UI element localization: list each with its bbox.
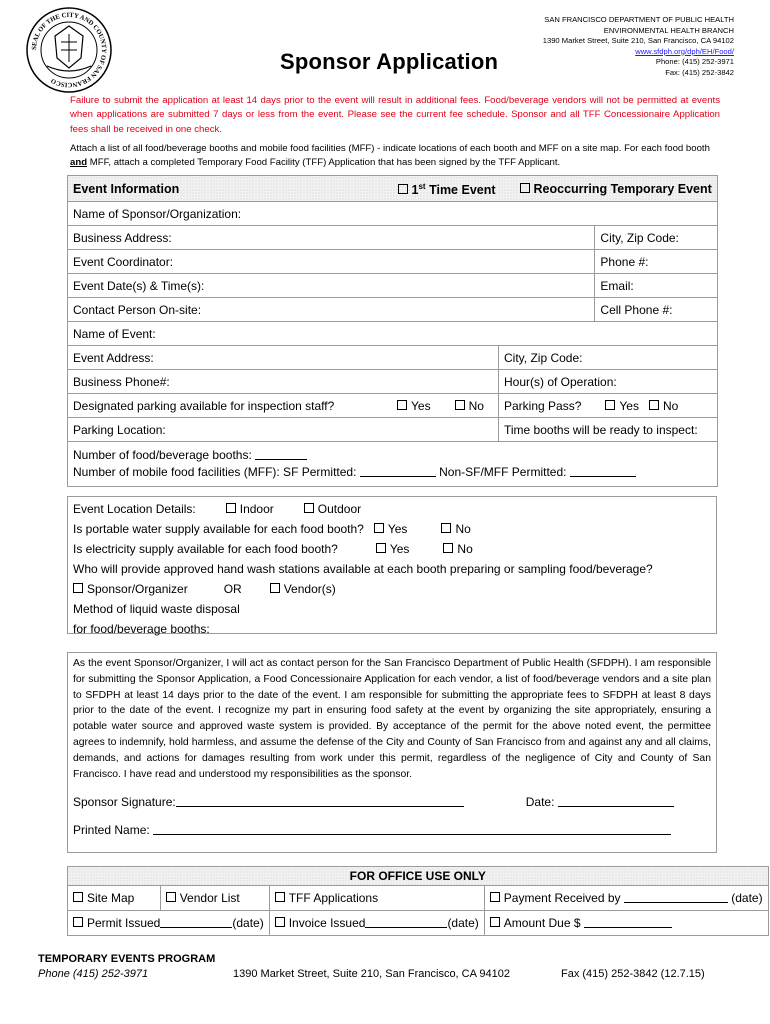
event-city-zip-field[interactable]: City, Zip Code: xyxy=(499,346,718,370)
water-supply-row: Is portable water supply available for each food booth? Yes No xyxy=(73,522,471,536)
printed-name-label: Printed Name: xyxy=(73,823,150,838)
dept-address: 1390 Market Street, Suite 210, San Francisco, CA 94102 xyxy=(542,36,734,46)
event-information-table xyxy=(67,175,718,346)
dept-fax: Fax: (415) 252-3842 xyxy=(665,67,734,77)
site-map-checkbox[interactable] xyxy=(73,892,83,902)
vendor-list-option[interactable]: Vendor List xyxy=(160,886,269,911)
dept-name: SAN FRANCISCO DEPARTMENT OF PUBLIC HEALTH xyxy=(544,15,734,24)
permit-issued-checkbox[interactable] xyxy=(73,917,83,927)
first-time-event-option[interactable]: 1st Time Event xyxy=(398,182,496,197)
pass-yes-checkbox[interactable] xyxy=(605,400,615,410)
hand-wash-provider-row xyxy=(73,579,711,599)
waste-disposal-label-1: Method of liquid waste disposal xyxy=(73,602,240,616)
vendor-list-checkbox[interactable] xyxy=(166,892,176,902)
parking-yes-checkbox[interactable] xyxy=(397,400,407,410)
printed-name-row xyxy=(73,820,711,840)
sponsor-checkbox[interactable] xyxy=(73,583,83,593)
page-title: Sponsor Application xyxy=(280,49,499,74)
water-no-checkbox[interactable] xyxy=(441,523,451,533)
water-no-option[interactable]: No xyxy=(441,522,470,536)
intro-part1: Attach a list of all food/beverage booths and mobile food facilities (MFF) - indicate locations of each booth and MFF on a site map. For each food booth xyxy=(70,143,710,154)
event-dates-field[interactable]: Event Date(s) & Time(s): xyxy=(68,274,595,298)
office-use-header: FOR OFFICE USE ONLY xyxy=(68,867,769,886)
vendor-checkbox[interactable] xyxy=(270,583,280,593)
mff-count-line: Number of mobile food facilities (MFF): SF Permitted: Non-SF/MFF Permitted: xyxy=(73,464,712,481)
branch-name: ENVIRONMENTAL HEALTH BRANCH xyxy=(603,25,734,35)
city-seal-logo xyxy=(25,6,113,94)
event-information-header xyxy=(68,176,718,202)
payment-received-option[interactable]: Payment Received by (date) xyxy=(484,886,768,911)
reoccurring-checkbox[interactable] xyxy=(520,183,530,193)
intro-part2: MFF, attach a completed Temporary Food Facility (TFF) Application that has been signed by the TFF Applicant. xyxy=(89,157,561,169)
amount-due-option[interactable]: Amount Due $ xyxy=(484,911,768,936)
site-map-option[interactable]: Site Map xyxy=(68,886,161,911)
amount-due-checkbox[interactable] xyxy=(490,917,500,927)
indoor-option[interactable]: Indoor xyxy=(226,502,274,516)
signature-line[interactable] xyxy=(176,795,464,807)
business-city-zip-field[interactable]: City, Zip Code: xyxy=(595,226,718,250)
parking-pass-label: Parking Pass? xyxy=(504,398,582,413)
tff-applications-option[interactable]: TFF Applications xyxy=(269,886,484,911)
outdoor-checkbox[interactable] xyxy=(304,503,314,513)
office-use-table xyxy=(67,866,769,936)
parking-pass-row xyxy=(499,394,718,418)
non-sf-mff-count-blank[interactable] xyxy=(570,465,636,477)
event-coordinator-field[interactable]: Event Coordinator: xyxy=(68,250,595,274)
footer-phone: Phone (415) 252-3971 xyxy=(38,968,149,980)
booth-ready-time-field[interactable]: Time booths will be ready to inspect: xyxy=(499,418,718,442)
event-address-field[interactable]: Event Address: xyxy=(68,346,499,370)
signature-row xyxy=(73,792,711,812)
signature-date-line[interactable] xyxy=(558,795,674,807)
sponsor-statement-block xyxy=(67,652,717,853)
hours-of-operation-field[interactable]: Hour(s) of Operation: xyxy=(499,370,718,394)
permit-issued-blank[interactable] xyxy=(160,916,232,928)
electricity-row: Is electricity supply available for each food booth? Yes No xyxy=(73,542,473,556)
parking-no-option[interactable]: No xyxy=(455,399,484,413)
invoice-issued-checkbox[interactable] xyxy=(275,917,285,927)
sf-mff-count-blank[interactable] xyxy=(360,465,436,477)
payment-received-checkbox[interactable] xyxy=(490,892,500,902)
late-fee-warning: Failure to submit the application at least 14 days prior to the event will result in additional fees. Food/beverage vendors will not be permitted at events when applications are submitted 7 days or less from the event. Please see the current fee schedule. Sponsor and all TFF Concessionaire Application fees shall be received in one check. xyxy=(70,95,720,135)
reoccurring-event-option[interactable]: Reoccurring Temporary Event xyxy=(520,182,712,196)
outdoor-option[interactable]: Outdoor xyxy=(304,502,361,516)
date-label: Date: xyxy=(525,795,555,810)
amount-due-blank[interactable] xyxy=(584,916,672,928)
footer-address: 1390 Market Street, Suite 210, San Francisco, CA 94102 xyxy=(233,968,510,980)
tff-applications-checkbox[interactable] xyxy=(275,892,285,902)
sponsor-responsibility-text: As the event Sponsor/Organizer, I will act as contact person for the San Francisco Department of Public Health (SFDPH). I am responsible for submitting the Sponsor Application, a Food Concessionaire Application for each vendor, a list of food/beverage vendors and a site plan to SFDPH at least 14 days prior to the date of the event. I am responsible for submitting the appropriate fees to SFDPH at least 8 days prior to the date of the event. I recognize my part in ensuring food safety at the event by organizing the site appropriately, ensuring a potable water source and approved waste system is provided. By acceptance of the permit for the above noted event, the permittee agrees to indemnify, hold harmless, and assume the defense of the City and County of San Francisco from and against any and all claims, demands, and actions for damages resulting from work under this permit, regardless of the negligence of City and County of San Francisco. I have read and understood my responsibilities as the sponsor. xyxy=(73,658,711,780)
water-yes-checkbox[interactable] xyxy=(374,523,384,533)
coordinator-phone-field[interactable]: Phone #: xyxy=(595,250,718,274)
sponsor-name-field[interactable]: Name of Sponsor/Organization: xyxy=(68,202,718,226)
dept-phone: Phone: (415) 252-3971 xyxy=(655,57,734,67)
program-name: TEMPORARY EVENTS PROGRAM xyxy=(38,953,216,965)
intro-and: and xyxy=(70,157,88,169)
or-label: OR xyxy=(223,582,242,596)
invoice-issued-option[interactable]: Invoice Issued (date) xyxy=(269,911,484,936)
parking-location-field[interactable]: Parking Location: xyxy=(68,418,499,442)
footer-fax: Fax (415) 252-3842 (12.7.15) xyxy=(561,968,705,980)
permit-issued-option[interactable]: Permit Issued (date) xyxy=(68,911,270,936)
parking-question: Designated parking available for inspection staff? xyxy=(68,394,389,418)
signature-label: Sponsor Signature: xyxy=(73,795,176,810)
food-booth-count-blank[interactable] xyxy=(255,448,307,460)
booth-counts-cell xyxy=(68,442,718,487)
pass-no-checkbox[interactable] xyxy=(649,400,659,410)
business-address-field[interactable]: Business Address: xyxy=(68,226,595,250)
sponsor-option[interactable]: Sponsor/Organizer xyxy=(73,582,188,596)
seal-lettering: SEAL OF THE CITY AND COUNTY OF SAN FRANCISCO xyxy=(30,11,108,89)
pass-yes-option[interactable]: Yes xyxy=(605,399,639,413)
pass-no-option[interactable]: No xyxy=(649,399,678,413)
email-field[interactable]: Email: xyxy=(595,274,718,298)
event-info-heading: Event Information xyxy=(73,181,180,196)
electric-yes-option[interactable]: Yes xyxy=(376,542,410,556)
electric-yes-checkbox[interactable] xyxy=(376,543,386,553)
event-details-table xyxy=(67,345,718,487)
dept-website-link[interactable]: www.sfdph.org/dph/EH/Food/ xyxy=(635,46,734,56)
food-booth-count-line[interactable]: Number of food/beverage booths: xyxy=(73,447,712,464)
parking-yes-no xyxy=(388,394,499,418)
electric-no-option[interactable]: No xyxy=(443,542,472,556)
first-time-checkbox[interactable] xyxy=(398,184,408,194)
water-yes-option[interactable]: Yes xyxy=(374,522,408,536)
printed-name-line[interactable] xyxy=(153,823,671,835)
business-phone-field[interactable]: Business Phone#: xyxy=(68,370,499,394)
waste-disposal-label-2: for food/beverage booths: xyxy=(73,622,210,636)
indoor-checkbox[interactable] xyxy=(226,503,236,513)
electric-no-checkbox[interactable] xyxy=(443,543,453,553)
attachment-instructions xyxy=(70,142,720,171)
invoice-issued-blank[interactable] xyxy=(365,916,447,928)
event-name-field[interactable]: Name of Event: xyxy=(68,322,718,346)
contact-person-field[interactable]: Contact Person On-site: xyxy=(68,298,595,322)
parking-yes-option[interactable]: Yes xyxy=(397,399,431,413)
payment-received-blank[interactable] xyxy=(624,891,728,903)
location-type-row: Event Location Details: Indoor Outdoor xyxy=(73,502,362,516)
hand-wash-question: Who will provide approved hand wash stations available at each booth preparing or sampling food/beverage? xyxy=(73,562,653,576)
cell-phone-field[interactable]: Cell Phone #: xyxy=(595,298,718,322)
parking-no-checkbox[interactable] xyxy=(455,400,465,410)
location-details-block xyxy=(67,496,717,634)
vendor-option[interactable]: Vendor(s) xyxy=(270,582,336,596)
